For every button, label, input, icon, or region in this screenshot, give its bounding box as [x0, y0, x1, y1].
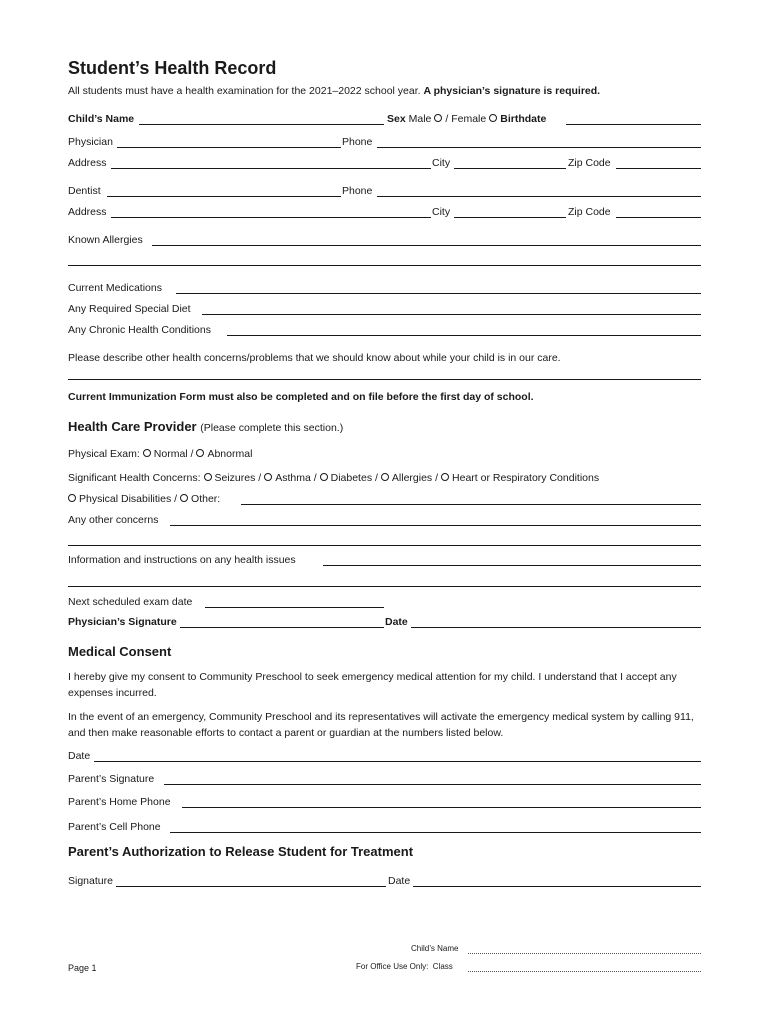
- sex-label: Sex: [387, 113, 406, 125]
- seizures-label: Seizures /: [214, 472, 262, 484]
- home-phone-field[interactable]: [182, 807, 701, 808]
- physical-exam-label: Physical Exam:: [68, 448, 140, 460]
- child-name-field[interactable]: [139, 124, 384, 125]
- authorization-date-label: Date: [388, 875, 411, 887]
- current-medications-field[interactable]: [176, 293, 701, 294]
- footer-child-name-label: Child’s Name: [411, 944, 459, 953]
- asthma-checkbox[interactable]: [264, 473, 272, 481]
- footer-office-use: [356, 962, 453, 971]
- parent-signature-label: Parent’s Signature: [68, 773, 155, 785]
- physician-date-label: Date: [385, 616, 408, 628]
- known-allergies-label: Known Allergies: [68, 234, 143, 246]
- dentist-address-label: Address: [68, 206, 107, 218]
- normal-radio[interactable]: [143, 449, 151, 457]
- special-diet-label: Any Required Special Diet: [68, 303, 191, 315]
- physical-exam-row: [68, 447, 252, 461]
- other-field[interactable]: [241, 504, 701, 505]
- other-concerns-field-2[interactable]: [68, 545, 701, 546]
- footer-class-field[interactable]: [468, 971, 701, 972]
- home-phone-label: Parent’s Home Phone: [68, 796, 171, 808]
- birthdate-label: Birthdate: [500, 113, 547, 125]
- provider-heading: [68, 419, 343, 434]
- dentist-zip-field[interactable]: [616, 217, 701, 218]
- physician-signature-field[interactable]: [180, 627, 384, 628]
- consent-paragraph-1: I hereby give my consent to Community Preschool to seek emergency medical attention for my child. I understand that I accept any expenses incurred.: [68, 671, 677, 699]
- physical-disabilities-label: Physical Disabilities /: [79, 493, 178, 505]
- known-allergies-field[interactable]: [152, 245, 701, 246]
- physician-zip-label: Zip Code: [568, 157, 611, 169]
- physician-label: Physician: [68, 136, 113, 148]
- physician-phone-label: Phone: [342, 136, 373, 148]
- chronic-conditions-field[interactable]: [227, 335, 701, 336]
- dentist-phone-field[interactable]: [377, 196, 701, 197]
- dentist-phone-label: Phone: [342, 185, 373, 197]
- child-name-label: Child’s Name: [68, 113, 135, 125]
- other-checkbox[interactable]: [180, 494, 188, 502]
- provider-subheading: (Please complete this section.): [200, 422, 344, 434]
- cell-phone-field[interactable]: [170, 832, 701, 833]
- birthdate-field[interactable]: [566, 124, 701, 125]
- other-concerns-label: Any other concerns: [68, 514, 159, 526]
- dentist-field[interactable]: [107, 196, 341, 197]
- page-title: Student’s Health Record: [68, 58, 277, 78]
- male-radio[interactable]: [434, 114, 442, 122]
- sex-group: [387, 112, 546, 126]
- disabilities-row: [65, 492, 220, 506]
- dentist-city-label: City: [432, 206, 451, 218]
- known-allergies-field-2[interactable]: [68, 265, 701, 266]
- class-label: Class: [432, 962, 453, 971]
- office-use-label: For Office Use Only:: [356, 962, 429, 971]
- footer-child-name-field[interactable]: [468, 953, 701, 954]
- physician-city-label: City: [432, 157, 451, 169]
- diabetes-checkbox[interactable]: [320, 473, 328, 481]
- consent-date-field[interactable]: [94, 761, 701, 762]
- intro-bold: A physician’s signature is required.: [423, 85, 601, 97]
- provider-heading-text: Health Care Provider: [68, 419, 197, 434]
- allergies-label: Allergies /: [391, 472, 439, 484]
- info-instructions-field[interactable]: [323, 565, 701, 566]
- current-medications-label: Current Medications: [68, 282, 162, 294]
- other-label: Other:: [191, 493, 221, 505]
- parent-signature-field[interactable]: [164, 784, 701, 785]
- physician-address-field[interactable]: [111, 168, 431, 169]
- consent-heading: Medical Consent: [68, 644, 172, 659]
- next-exam-field[interactable]: [205, 607, 384, 608]
- physician-city-field[interactable]: [454, 168, 566, 169]
- next-exam-label: Next scheduled exam date: [68, 596, 193, 608]
- authorization-heading: Parent’s Authorization to Release Student for Treatment: [68, 844, 414, 859]
- intro: [68, 84, 600, 98]
- female-label: / Female: [445, 113, 487, 125]
- normal-label: Normal /: [153, 448, 194, 460]
- physician-phone-field[interactable]: [377, 147, 701, 148]
- physician-signature-label: Physician’s Signature: [68, 616, 177, 628]
- authorization-signature-label: Signature: [68, 875, 113, 887]
- dentist-city-field[interactable]: [454, 217, 566, 218]
- significant-label: Significant Health Concerns:: [68, 472, 201, 484]
- abnormal-radio[interactable]: [196, 449, 204, 457]
- chronic-conditions-label: Any Chronic Health Conditions: [68, 324, 211, 336]
- page-number: Page 1: [68, 963, 97, 973]
- dentist-zip-label: Zip Code: [568, 206, 611, 218]
- special-diet-field[interactable]: [202, 314, 701, 315]
- significant-concerns-row: [68, 471, 599, 485]
- physician-address-label: Address: [68, 157, 107, 169]
- physician-date-field[interactable]: [411, 627, 701, 628]
- physical-disabilities-checkbox[interactable]: [68, 494, 76, 502]
- authorization-date-field[interactable]: [413, 886, 701, 887]
- info-instructions-field-2[interactable]: [68, 586, 701, 587]
- consent-date-label: Date: [68, 750, 91, 762]
- asthma-label: Asthma /: [275, 472, 317, 484]
- physician-field[interactable]: [117, 147, 341, 148]
- female-radio[interactable]: [489, 114, 497, 122]
- intro-text: All students must have a health examination for the 2021–2022 school year.: [68, 85, 421, 97]
- immunization-note: Current Immunization Form must also be completed and on file before the first day of school.: [68, 391, 534, 403]
- dentist-address-field[interactable]: [111, 217, 431, 218]
- cell-phone-label: Parent’s Cell Phone: [68, 821, 161, 833]
- abnormal-label: Abnormal: [207, 448, 253, 460]
- seizures-checkbox[interactable]: [204, 473, 212, 481]
- describe-concerns-field[interactable]: [68, 379, 701, 380]
- male-label: Male: [408, 113, 432, 125]
- consent-paragraph-2: In the event of an emergency, Community Preschool and its representatives will activate the emergency medical system by calling 911, and then make reasonable efforts to contact a parent or guardian at the numbers listed below.: [68, 711, 694, 739]
- info-instructions-label: Information and instructions on any health issues: [68, 554, 296, 566]
- describe-concerns-label: Please describe other health concerns/problems that we should know about while your child is in our care.: [68, 352, 561, 364]
- physician-zip-field[interactable]: [616, 168, 701, 169]
- authorization-signature-field[interactable]: [116, 886, 386, 887]
- dentist-label: Dentist: [68, 185, 101, 197]
- allergies-checkbox[interactable]: [381, 473, 389, 481]
- diabetes-label: Diabetes /: [330, 472, 378, 484]
- heart-checkbox[interactable]: [441, 473, 449, 481]
- heart-label: Heart or Respiratory Conditions: [452, 472, 600, 484]
- other-concerns-field[interactable]: [170, 525, 701, 526]
